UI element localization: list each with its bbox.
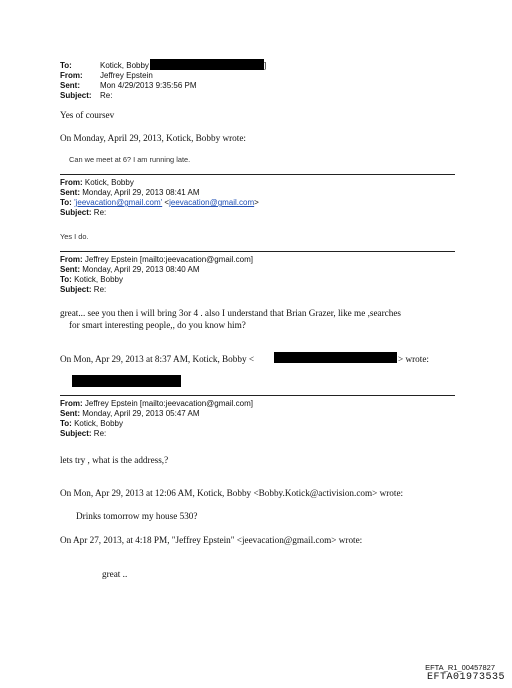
block2-subject-row [60,208,106,218]
bates-number-1: EFTA_R1_00457827 [425,663,495,672]
block3-subject-row [60,285,106,295]
message-4: lets try , what is the address,? [60,455,169,465]
subject-value: Re: [93,285,107,294]
from-label: From: [60,399,83,408]
to-label: To: [60,61,72,70]
message-1: Can we meet at 6? I am running late. [69,155,191,164]
header-sent-row [60,81,197,91]
sent-value: Monday, April 29, 2013 08:40 AM [82,265,200,274]
header-from-row [60,71,153,81]
quote-line-4: On Apr 27, 2013, at 4:18 PM, "Jeffrey Epstein" <jeevacation@gmail.com> wrote: [60,535,363,545]
quote-line-2-prefix: On Mon, Apr 29, 2013 at 8:37 AM, Kotick, Bobby < [60,354,255,364]
to-value: Kotick, Bobby [74,275,123,284]
block2-from-row [60,178,134,188]
subject-label: Subject: [60,429,92,438]
block2-sent-row [60,188,200,198]
subject-value: Re: [93,208,107,217]
block3-sent-row [60,265,200,275]
sent-value: Monday, April 29, 2013 08:41 AM [82,188,200,197]
from-label: From: [60,255,83,264]
bates-number-2: EFTA01973535 [426,672,505,683]
to-separator: < [162,198,170,207]
block3-from-row [60,255,253,265]
sent-label: Sent: [60,81,80,90]
divider [60,395,455,396]
block2-to-row [60,198,259,208]
divider [60,174,455,175]
quote-line-3: On Mon, Apr 29, 2013 at 12:06 AM, Kotick, Bobby <Bobby.Kotick@activision.com> wrote: [60,488,404,498]
message-5: Drinks tomorrow my house 530? [76,511,198,521]
block4-from-row [60,399,253,409]
from-label: From: [60,178,83,187]
message-2: Yes I do. [60,232,89,241]
header-subject-row [60,91,112,101]
email-link[interactable]: 'jeevacation@gmail.com' [74,198,163,207]
sent-label: Sent: [60,188,80,197]
from-value: Jeffrey Epstein [mailto:jeevacation@gmail.com] [84,255,253,264]
subject-value: Re: [93,429,107,438]
subject-label: Subject: [60,91,92,100]
to-close-bracket: ] [264,61,267,70]
subject-label: Subject: [60,208,92,217]
header-to-row [60,61,149,71]
from-label: From: [60,71,83,80]
body-text-1: Yes of coursev [60,110,115,120]
subject-value: Re: [100,91,113,100]
email-link[interactable]: jeevacation@gmail.com [169,198,255,207]
from-value: Kotick, Bobby [84,178,134,187]
sent-label: Sent: [60,265,80,274]
redaction-bar [150,59,267,70]
from-value: Jeffrey Epstein [100,71,153,80]
divider [60,251,455,252]
message-6: great .. [102,569,128,579]
from-value: Jeffrey Epstein [mailto:jeevacation@gmail.com] [84,399,253,408]
message-3-line-2: for smart interesting people,, do you know him? [69,320,246,330]
sent-label: Sent: [60,409,80,418]
quote-line-2-suffix: > wrote: [398,354,429,364]
redaction-bar [274,352,397,363]
sent-value: Monday, April 29, 2013 05:47 AM [82,409,200,418]
block4-sent-row [60,409,200,419]
quote-line-1: On Monday, April 29, 2013, Kotick, Bobby wrote: [60,133,246,143]
sent-value: Mon 4/29/2013 9:35:56 PM [100,81,197,90]
to-end: > [254,198,259,207]
to-label: To: [60,198,72,207]
block3-to-row [60,275,123,285]
block4-to-row [60,419,123,429]
to-value: Kotick, Bobby [74,419,123,428]
subject-label: Subject: [60,285,92,294]
to-value: Kotick, Bobby [100,61,149,70]
to-label: To: [60,419,72,428]
block4-subject-row [60,429,106,439]
redaction-bar [72,375,181,387]
to-label: To: [60,275,72,284]
message-3-line-1: great... see you then i will bring 3or 4 . also I understand that Brian Grazer, like me ,searches [60,308,401,318]
